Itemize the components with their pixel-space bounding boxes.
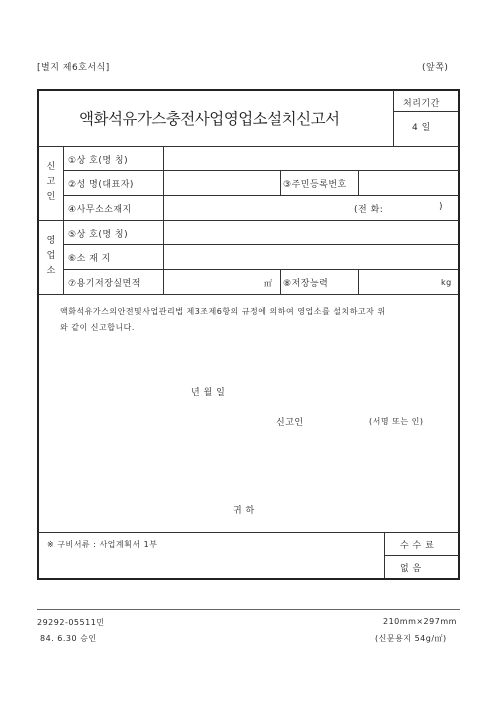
required-documents: ※ 구비서류 : 사업계획서 1부 [47,540,158,549]
form-code: 29292-05511민 [37,618,105,627]
capacity-col-right [358,269,359,294]
row-line [63,269,459,270]
section-divider [38,146,459,147]
signature-label: (서명 또는 인) [369,417,424,426]
approval-date: 84. 6.30 승인 [40,634,97,643]
processing-period-label: 처리기간 [403,99,440,109]
storage-capacity-label: ⑧저장능력 [283,279,329,289]
business-section-label: 영 업 소 [46,236,56,276]
reg-no-col-right [358,170,359,195]
capacity-unit: kg [441,278,452,287]
phone-close: ) [439,202,444,212]
applicant-field-col [163,146,164,220]
section-divider [38,294,459,295]
form-number: [별지 제6호서식] [37,63,110,73]
phone-label: (전 화: [354,205,384,215]
applicant-representative-label: ②성 명(대표자) [68,180,134,190]
paper-type: (신문용지 54g/㎡) [375,634,447,643]
front-side-label: (앞쪽) [422,63,449,73]
capacity-col-left [280,269,281,294]
fee-value: 없 음 [400,564,422,574]
reporter-label: 신고인 [276,418,304,428]
fee-divider [384,555,459,556]
recipient-label: 귀 하 [233,506,255,516]
footer-divider [38,532,459,533]
applicant-section-label: 신 고 인 [46,162,56,202]
form-title: 액화석유가스충전사업영업소설치신고서 [79,110,340,128]
section-divider [38,220,459,221]
reg-no-col-left [280,170,281,195]
business-location-label: ⑥소 재 지 [68,254,111,264]
resident-number-label: ③주민등록번호 [283,180,347,190]
office-address-label: ④사무소소재지 [68,205,132,215]
bottom-rule [37,609,460,610]
frame-left [37,89,39,580]
processing-period-value: 4 일 [412,123,431,133]
area-unit: ㎡ [264,279,273,288]
date-line: 년 월 일 [191,388,226,398]
frame-bottom [37,578,460,580]
business-field-col [163,220,164,294]
business-name-label: ⑤상 호(명 칭) [68,230,129,240]
fee-label: 수 수 료 [400,541,435,551]
frame-right [458,89,460,580]
paper-size: 210mm×297mm [383,617,457,626]
applicant-name-label: ①상 호(명 칭) [68,156,129,166]
storage-room-area-label: ⑦용기저장실면적 [68,279,141,289]
processing-box-divider [393,111,458,112]
frame-top [37,89,460,91]
processing-box-left [393,90,394,146]
statement-line-2: 와 같이 신고합니다. [60,323,135,332]
row-line [63,170,459,171]
row-line [63,195,459,196]
statement-line-1: 액화석유가스의안전및사업관리법 제3조제6항의 규정에 의하여 영업소를 설치하고자 위 [60,307,386,316]
row-line [63,244,459,245]
